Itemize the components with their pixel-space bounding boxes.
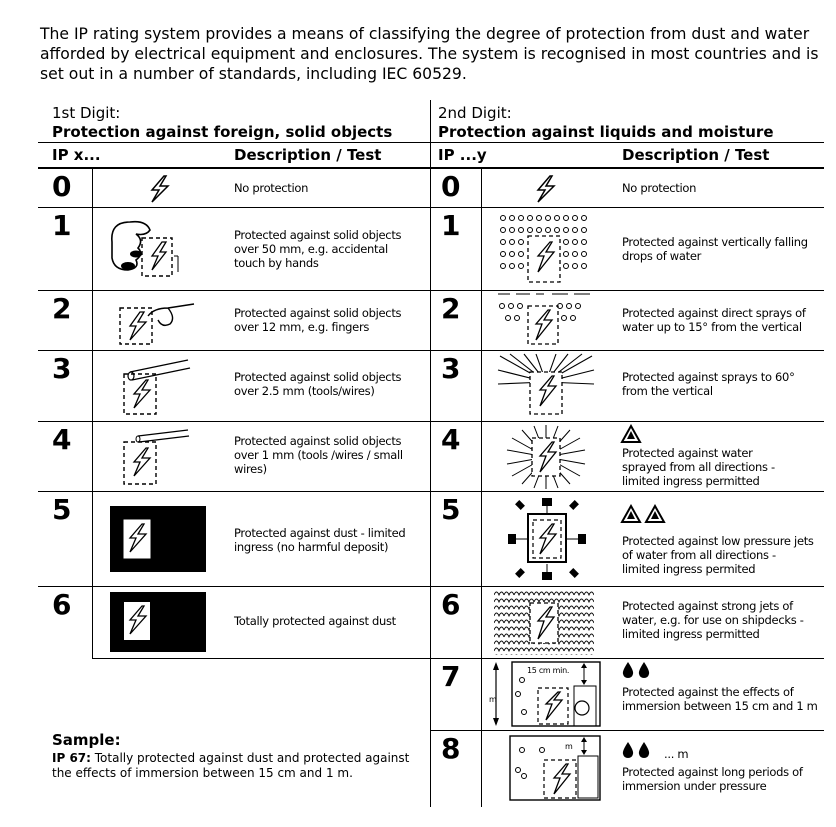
sample-text: Totally protected against dust and protected against the effects of immersion between 15 cm and 1 m. <box>52 751 410 780</box>
left-row-number: 4 <box>52 423 72 456</box>
left-row-desc: Protected against solid objects over 1 mm (tools /wires / small wires) <box>234 434 403 476</box>
right-row-number: 8 <box>441 732 461 765</box>
tool-wire-icon <box>118 352 198 418</box>
right-row-desc: Protected against long periods of immersion under pressure <box>622 765 803 793</box>
right-row-number: 6 <box>441 588 461 621</box>
right-digit-label: 2nd Digit: <box>438 104 512 122</box>
dust-tight-icon <box>110 592 206 652</box>
sample-box <box>52 733 432 781</box>
water-drops-icon <box>620 660 654 680</box>
finger-icon <box>118 294 198 348</box>
right-row-number: 3 <box>441 352 461 385</box>
sample-text-block <box>52 751 432 781</box>
right-row-sep <box>431 586 824 587</box>
left-row-desc: Protected against solid objects over 2.5 mm (tools/wires) <box>234 370 402 398</box>
left-row-number: 6 <box>52 588 72 621</box>
left-row-number: 5 <box>52 493 72 526</box>
left-row-sep <box>38 207 430 208</box>
immersion-pressure-icon <box>508 734 604 802</box>
right-row-sep <box>431 290 824 291</box>
immersion-meter-label: m <box>489 695 497 704</box>
right-row-sep <box>431 658 824 659</box>
right-row-desc: No protection <box>622 181 697 195</box>
spray-60-icon <box>496 352 596 418</box>
right-section-header <box>438 104 774 142</box>
right-row-desc: Protected against water sprayed from all directions - limited ingress permitted <box>622 446 775 488</box>
immersion-depth-label: 15 cm min. <box>527 666 570 675</box>
lightning-icon <box>144 174 176 204</box>
left-row-number: 3 <box>52 352 72 385</box>
right-num-divider <box>481 168 482 807</box>
left-section-header <box>52 104 392 142</box>
left-row-number: 1 <box>52 209 72 242</box>
left-row-number: 2 <box>52 292 72 325</box>
dust-box-icon <box>110 506 206 572</box>
strong-jets-waves-icon <box>494 589 594 655</box>
right-col-code: IP ...y <box>438 146 487 164</box>
left-col-desc: Description / Test <box>234 146 382 164</box>
warning-triangle-icon <box>644 504 666 524</box>
right-table-top <box>431 167 824 169</box>
right-row-number: 2 <box>441 292 461 325</box>
left-header-rule <box>38 142 430 143</box>
right-row-sep <box>431 491 824 492</box>
spray-all-directions-icon <box>506 424 586 490</box>
right-row-number: 0 <box>441 170 461 203</box>
right-row-number: 1 <box>441 209 461 242</box>
right-row-desc: Protected against direct sprays of water up to 15° from the vertical <box>622 306 806 334</box>
left-table-bottom <box>92 658 430 659</box>
right-row-number: 4 <box>441 423 461 456</box>
right-row-sep <box>431 207 824 208</box>
left-row-desc: Protected against dust - limited ingress (no harmful deposit) <box>234 526 406 554</box>
right-row-number: 5 <box>441 493 461 526</box>
falling-drops-icon <box>498 212 596 288</box>
right-row-desc: Protected against low pressure jets of water from all directions - limited ingress permited <box>622 534 814 576</box>
left-row-sep <box>38 290 430 291</box>
right-row-desc: Protected against vertically falling drops of water <box>622 235 808 263</box>
left-row-desc: Protected against solid objects over 12 mm, e.g. fingers <box>234 306 402 334</box>
left-row-sep <box>38 491 430 492</box>
warning-triangle-icon <box>620 424 642 444</box>
right-row-number: 7 <box>441 660 461 693</box>
water-drops-icon <box>620 740 654 760</box>
left-col-code: IP x... <box>52 146 101 164</box>
right-row-desc: Protected against strong jets of water, e.g. for use on shipdecks - limited ingress permitted <box>622 599 804 641</box>
right-header-rule <box>431 142 824 143</box>
left-digit-label: 1st Digit: <box>52 104 121 122</box>
sample-title: Sample: <box>52 731 121 749</box>
left-row-number: 0 <box>52 170 72 203</box>
right-row-sep <box>431 421 824 422</box>
immersion-meter-label: m <box>565 742 573 751</box>
immersion-depth-label: ... m <box>664 747 689 761</box>
spray-15-icon <box>494 292 594 348</box>
left-row-sep <box>38 586 430 587</box>
small-wire-icon <box>118 424 198 488</box>
left-row-desc: Totally protected against dust <box>234 614 396 628</box>
right-subtitle: Protection against liquids and moisture <box>438 123 774 141</box>
lightning-icon <box>530 174 562 204</box>
water-jets-icon <box>504 494 590 584</box>
warning-triangle-icon <box>620 504 642 524</box>
left-row-sep <box>38 350 430 351</box>
left-row-sep <box>38 421 430 422</box>
right-row-sep <box>431 730 824 731</box>
right-row-sep <box>431 350 824 351</box>
right-row-desc: Protected against sprays to 60° from the vertical <box>622 370 795 398</box>
hand-touch-icon <box>106 212 186 286</box>
left-row-desc: No protection <box>234 181 309 195</box>
right-col-desc: Description / Test <box>622 146 770 164</box>
sample-code: IP 67: <box>52 751 91 765</box>
left-subtitle: Protection against foreign, solid objects <box>52 123 393 141</box>
intro-paragraph: The IP rating system provides a means of classifying the degree of protection from dust and water afforded by electrical equipment and enclosures. The system is recognised in most countries and is set out in a number of standards, including IEC 60529. <box>40 25 819 83</box>
left-row-desc: Protected against solid objects over 50 mm, e.g. accidental touch by hands <box>234 228 402 270</box>
left-num-divider <box>92 168 93 658</box>
left-table-top <box>38 167 430 169</box>
right-row-desc: Protected against the effects of immersion between 15 cm and 1 m <box>622 685 818 713</box>
